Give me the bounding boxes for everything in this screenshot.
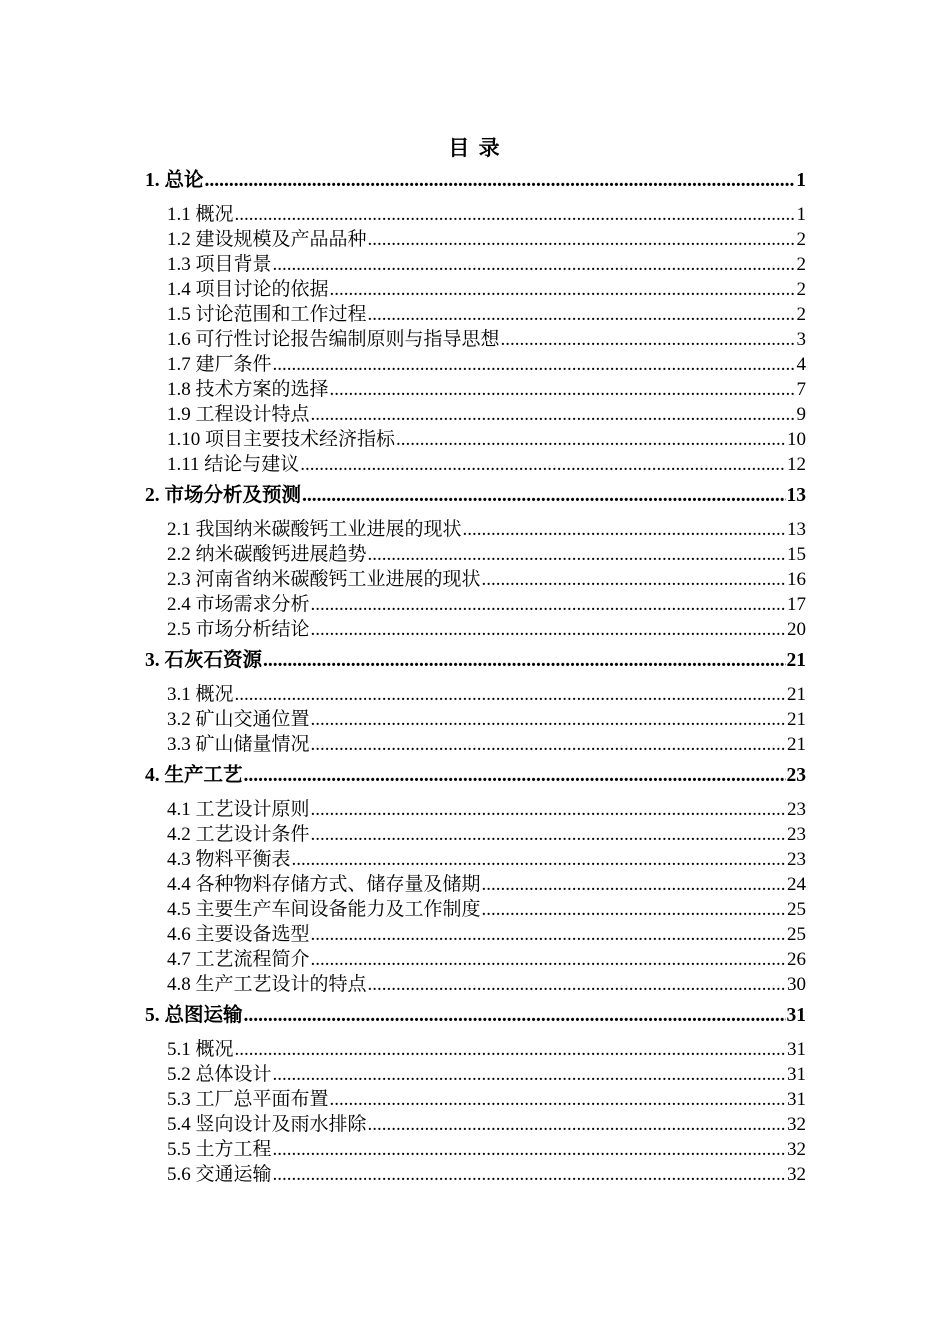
toc-subsection-label: 1.5 讨论范围和工作过程 (167, 304, 367, 325)
toc-subsection-label: 1.11 结论与建议 (167, 454, 300, 475)
toc-dot-leader (235, 1037, 786, 1062)
toc-dot-leader (311, 617, 786, 642)
toc-subsection-entry[interactable] (145, 617, 806, 642)
toc-dot-leader (273, 352, 796, 377)
toc-dot-leader (273, 1137, 786, 1162)
toc-subsection-entry[interactable] (145, 1112, 806, 1137)
toc-subsection-label: 2.4 市场需求分析 (167, 594, 310, 615)
toc-chapter-label: 4. 生产工艺 (145, 765, 243, 786)
toc-page-number: 31 (786, 1005, 806, 1026)
toc-dot-leader (300, 452, 786, 477)
toc-page-number: 32 (787, 1164, 806, 1185)
toc-subsection-label: 4.5 主要生产车间设备能力及工作制度 (167, 899, 481, 920)
toc-dot-leader (292, 847, 786, 872)
toc-chapter-label: 5. 总图运输 (145, 1005, 243, 1026)
toc-subsection-label: 2.5 市场分析结论 (167, 619, 310, 640)
toc-page-number: 24 (787, 874, 806, 895)
toc-dot-leader (311, 822, 786, 847)
toc-page-number: 7 (796, 379, 806, 400)
toc-section (145, 167, 806, 477)
toc-page-number: 1 (796, 170, 806, 191)
toc-page-number: 23 (787, 849, 806, 870)
toc-page-number: 31 (787, 1064, 806, 1085)
toc-page-number: 20 (787, 619, 806, 640)
toc-dot-leader (396, 427, 786, 452)
toc-subsection-label: 2.3 河南省纳米碳酸钙工业进展的现状 (167, 569, 481, 590)
toc-page-number: 23 (786, 765, 806, 786)
toc-subsection-entry[interactable] (145, 947, 806, 972)
toc-subsection-label: 4.2 工艺设计条件 (167, 824, 310, 845)
toc-page-number: 13 (787, 519, 806, 540)
toc-subsection-label: 4.3 物料平衡表 (167, 849, 291, 870)
toc-subsection-entry[interactable] (145, 277, 806, 302)
toc-page-number: 12 (787, 454, 806, 475)
toc-subsection-entry[interactable] (145, 1137, 806, 1162)
toc-dot-leader (311, 707, 786, 732)
toc-subsection-label: 5.5 土方工程 (167, 1139, 272, 1160)
toc-dot-leader (273, 252, 796, 277)
toc-subsection-entry[interactable] (145, 1062, 806, 1087)
toc-subsection-entry[interactable] (145, 592, 806, 617)
toc-dot-leader (311, 922, 786, 947)
toc-subsection-label: 5.2 总体设计 (167, 1064, 272, 1085)
toc-dot-leader (368, 1112, 786, 1137)
toc-subsection-entry[interactable] (145, 227, 806, 252)
toc-dot-leader (368, 302, 796, 327)
toc-dot-leader (273, 1062, 786, 1087)
toc-page-number: 2 (796, 304, 806, 325)
toc-section (145, 647, 806, 757)
toc-dot-leader (235, 682, 786, 707)
toc-subsection-entry[interactable] (145, 797, 806, 822)
toc-subsection-label: 4.1 工艺设计原则 (167, 799, 310, 820)
toc-subsection-label: 5.1 概况 (167, 1039, 234, 1060)
toc-page-number: 3 (796, 329, 806, 350)
toc-dot-leader (205, 167, 796, 195)
toc-subsection-entry[interactable] (145, 1162, 806, 1187)
toc-page-number: 21 (787, 684, 806, 705)
toc-dot-leader (235, 202, 796, 227)
toc-subsection-label: 3.2 矿山交通位置 (167, 709, 310, 730)
toc-subsection-label: 3.3 矿山储量情况 (167, 734, 310, 755)
toc-subsection-label: 4.6 主要设备选型 (167, 924, 310, 945)
toc-subsection-entry[interactable] (145, 402, 806, 427)
toc-subsection-entry[interactable] (145, 682, 806, 707)
toc-title: 目 录 (448, 136, 502, 160)
toc-dot-leader (330, 1087, 786, 1112)
toc-dot-leader (302, 482, 785, 510)
toc-dot-leader (330, 277, 796, 302)
toc-subsection-entry[interactable] (145, 822, 806, 847)
toc-page-number: 25 (787, 899, 806, 920)
toc-chapter-entry[interactable] (145, 1002, 806, 1030)
toc-dot-leader (463, 517, 786, 542)
toc-subsection-entry[interactable] (145, 847, 806, 872)
toc-subsection-label: 4.4 各种物料存储方式、储存量及储期 (167, 874, 481, 895)
toc-subsection-label: 1.8 技术方案的选择 (167, 379, 329, 400)
toc-page-number: 23 (787, 799, 806, 820)
toc-page-number: 10 (787, 429, 806, 450)
toc-page-number: 2 (796, 254, 806, 275)
toc-page-number: 9 (796, 404, 806, 425)
toc-subsection-label: 2.2 纳米碳酸钙进展趋势 (167, 544, 367, 565)
toc-dot-leader (482, 872, 786, 897)
toc-chapter-entry[interactable] (145, 167, 806, 195)
toc-dot-leader (244, 762, 786, 790)
toc-chapter-entry[interactable] (145, 762, 806, 790)
toc-page-number: 30 (787, 974, 806, 995)
toc-section (145, 762, 806, 997)
toc-dot-leader (273, 1162, 786, 1187)
toc-page-number: 2 (796, 279, 806, 300)
toc-subsection-label: 1.3 项目背景 (167, 254, 272, 275)
toc-page-number: 16 (787, 569, 806, 590)
toc-dot-leader (244, 1002, 786, 1030)
toc-page-number: 32 (787, 1114, 806, 1135)
toc-dot-leader (368, 227, 796, 252)
toc-subsection-label: 5.3 工厂总平面布置 (167, 1089, 329, 1110)
toc-subsection-label: 4.7 工艺流程简介 (167, 949, 310, 970)
toc-page-number: 21 (786, 650, 806, 671)
toc-section (145, 1002, 806, 1187)
toc-page-number: 17 (787, 594, 806, 615)
toc-subsection-entry[interactable] (145, 897, 806, 922)
toc-subsection-entry[interactable] (145, 452, 806, 477)
toc-dot-leader (482, 897, 786, 922)
toc-subsection-label: 1.2 建设规模及产品品种 (167, 229, 367, 250)
toc-subsection-entry[interactable] (145, 707, 806, 732)
toc-dot-leader (482, 567, 786, 592)
toc-subsection-entry[interactable] (145, 1037, 806, 1062)
toc-chapter-entry[interactable] (145, 482, 806, 510)
toc-subsection-label: 1.9 工程设计特点 (167, 404, 310, 425)
toc-subsection-entry[interactable] (145, 542, 806, 567)
toc-subsection-entry[interactable] (145, 1087, 806, 1112)
toc-dot-leader (311, 732, 786, 757)
toc-chapter-label: 1. 总论 (145, 170, 204, 191)
toc-page-number: 15 (787, 544, 806, 565)
toc-section (145, 482, 806, 642)
toc-subsection-label: 1.4 项目讨论的依据 (167, 279, 329, 300)
toc-subsection-label: 1.7 建厂条件 (167, 354, 272, 375)
toc-chapter-label: 3. 石灰石资源 (145, 650, 263, 671)
table-of-contents (145, 167, 806, 1187)
toc-subsection-entry[interactable] (145, 377, 806, 402)
toc-dot-leader (501, 327, 796, 352)
toc-subsection-entry[interactable] (145, 567, 806, 592)
toc-page-number: 31 (787, 1089, 806, 1110)
toc-subsection-label: 1.10 项目主要技术经济指标 (167, 429, 396, 450)
toc-page-number: 31 (787, 1039, 806, 1060)
toc-subsection-entry[interactable] (145, 252, 806, 277)
toc-dot-leader (311, 402, 796, 427)
toc-page-number: 32 (787, 1139, 806, 1160)
toc-page-number: 13 (786, 485, 806, 506)
toc-subsection-label: 5.6 交通运输 (167, 1164, 272, 1185)
toc-page-number: 25 (787, 924, 806, 945)
toc-chapter-label: 2. 市场分析及预测 (145, 485, 302, 506)
toc-dot-leader (311, 592, 786, 617)
toc-subsection-entry[interactable] (145, 427, 806, 452)
toc-subsection-entry[interactable] (145, 517, 806, 542)
toc-page-number: 21 (787, 734, 806, 755)
toc-subsection-label: 2.1 我国纳米碳酸钙工业进展的现状 (167, 519, 462, 540)
toc-subsection-label: 4.8 生产工艺设计的特点 (167, 974, 367, 995)
toc-subsection-entry[interactable] (145, 202, 806, 227)
toc-dot-leader (311, 797, 786, 822)
toc-chapter-entry[interactable] (145, 647, 806, 675)
toc-subsection-label: 1.6 可行性讨论报告编制原则与指导思想 (167, 329, 500, 350)
toc-subsection-label: 1.1 概况 (167, 204, 234, 225)
toc-subsection-entry[interactable] (145, 732, 806, 757)
toc-page-number: 4 (796, 354, 806, 375)
toc-page-number: 23 (787, 824, 806, 845)
toc-page-number: 26 (787, 949, 806, 970)
toc-dot-leader (263, 647, 785, 675)
toc-page-number: 2 (796, 229, 806, 250)
toc-dot-leader (330, 377, 796, 402)
toc-subsection-entry[interactable] (145, 302, 806, 327)
toc-page-number: 1 (796, 204, 806, 225)
toc-subsection-entry[interactable] (145, 352, 806, 377)
toc-dot-leader (368, 972, 786, 997)
toc-subsection-entry[interactable] (145, 972, 806, 997)
toc-dot-leader (311, 947, 786, 972)
toc-subsection-entry[interactable] (145, 327, 806, 352)
toc-subsection-label: 3.1 概况 (167, 684, 234, 705)
toc-page-number: 21 (787, 709, 806, 730)
toc-dot-leader (368, 542, 786, 567)
toc-subsection-label: 5.4 竖向设计及雨水排除 (167, 1114, 367, 1135)
toc-subsection-entry[interactable] (145, 872, 806, 897)
toc-subsection-entry[interactable] (145, 922, 806, 947)
